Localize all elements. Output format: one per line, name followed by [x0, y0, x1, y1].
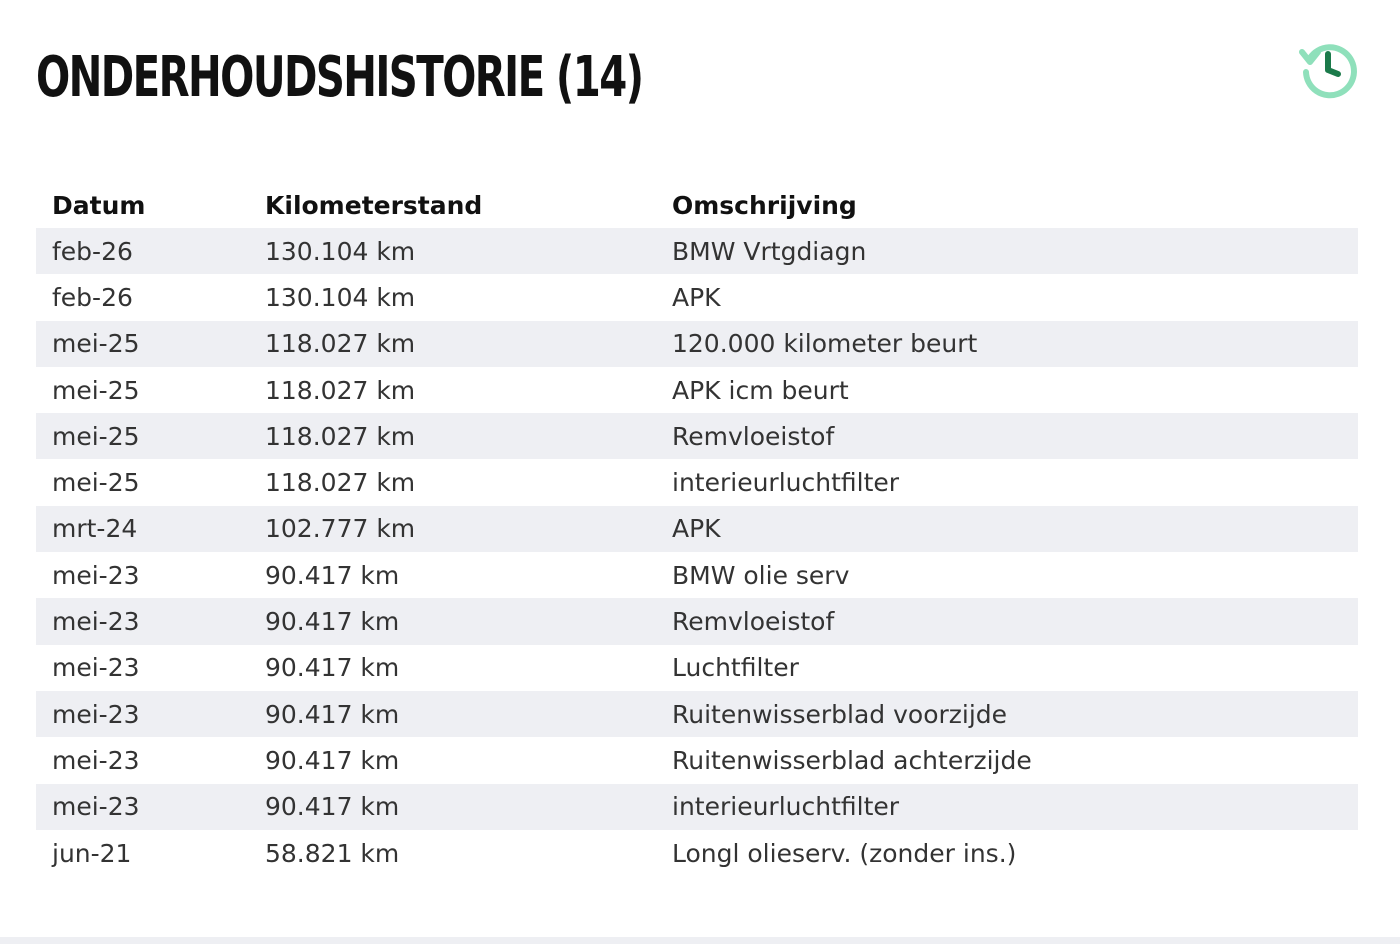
cell-mileage: 102.777 km — [265, 514, 416, 544]
cell-mileage: 130.104 km — [265, 282, 416, 312]
table-row — [36, 274, 1358, 320]
cell-mileage: 118.027 km — [265, 468, 416, 498]
bottom-divider — [0, 937, 1400, 944]
cell-description: Ruitenwisserblad achterzijde — [672, 745, 1032, 775]
cell-description: interieurluchtfilter — [672, 468, 900, 498]
maintenance-history-table — [36, 182, 1358, 876]
table-row — [36, 459, 1358, 505]
page-title: ONDERHOUDSHISTORIE (14) — [36, 45, 643, 110]
cell-date: mei-25 — [52, 329, 140, 359]
cell-description: Longl olieserv. (zonder ins.) — [672, 838, 1017, 868]
cell-mileage: 90.417 km — [265, 560, 400, 590]
cell-date: mei-25 — [52, 421, 140, 451]
cell-mileage: 58.821 km — [265, 838, 400, 868]
cell-description: Luchtfilter — [672, 653, 799, 683]
table-row — [36, 830, 1358, 876]
cell-mileage: 118.027 km — [265, 375, 416, 405]
column-header-mileage: Kilometerstand — [265, 190, 483, 220]
cell-mileage: 118.027 km — [265, 329, 416, 359]
cell-date: feb-26 — [52, 282, 133, 312]
cell-date: mei-25 — [52, 375, 140, 405]
section-header — [36, 36, 1360, 126]
table-row — [36, 737, 1358, 783]
cell-mileage: 90.417 km — [265, 792, 400, 822]
cell-mileage: 90.417 km — [265, 745, 400, 775]
cell-date: feb-26 — [52, 236, 133, 266]
table-row — [36, 784, 1358, 830]
table-row — [36, 645, 1358, 691]
cell-description: BMW Vrtgdiagn — [672, 236, 867, 266]
cell-mileage: 90.417 km — [265, 653, 400, 683]
cell-description: APK — [672, 514, 721, 544]
column-header-description: Omschrijving — [672, 190, 857, 220]
cell-date: mei-23 — [52, 560, 140, 590]
table-body — [36, 228, 1358, 876]
cell-date: mei-23 — [52, 653, 140, 683]
table-row — [36, 321, 1358, 367]
cell-date: mrt-24 — [52, 514, 138, 544]
cell-date: mei-25 — [52, 468, 140, 498]
cell-description: BMW olie serv — [672, 560, 850, 590]
cell-description: APK — [672, 282, 721, 312]
cell-mileage: 118.027 km — [265, 421, 416, 451]
cell-mileage: 90.417 km — [265, 607, 400, 637]
table-row — [36, 691, 1358, 737]
cell-date: jun-21 — [52, 838, 132, 868]
cell-description: Remvloeistof — [672, 607, 835, 637]
cell-date: mei-23 — [52, 745, 140, 775]
table-row — [36, 413, 1358, 459]
cell-description: Remvloeistof — [672, 421, 835, 451]
cell-mileage: 90.417 km — [265, 699, 400, 729]
table-row — [36, 506, 1358, 552]
cell-description: Ruitenwisserblad voorzijde — [672, 699, 1008, 729]
cell-mileage: 130.104 km — [265, 236, 416, 266]
history-icon[interactable] — [1296, 36, 1360, 100]
table-row — [36, 598, 1358, 644]
cell-date: mei-23 — [52, 607, 140, 637]
table-row — [36, 367, 1358, 413]
table-header-row — [36, 182, 1358, 228]
cell-description: 120.000 kilometer beurt — [672, 329, 978, 359]
cell-description: APK icm beurt — [672, 375, 849, 405]
table-row — [36, 552, 1358, 598]
cell-description: interieurluchtfilter — [672, 792, 900, 822]
cell-date: mei-23 — [52, 699, 140, 729]
table-row — [36, 228, 1358, 274]
column-header-date: Datum — [52, 190, 146, 220]
cell-date: mei-23 — [52, 792, 140, 822]
